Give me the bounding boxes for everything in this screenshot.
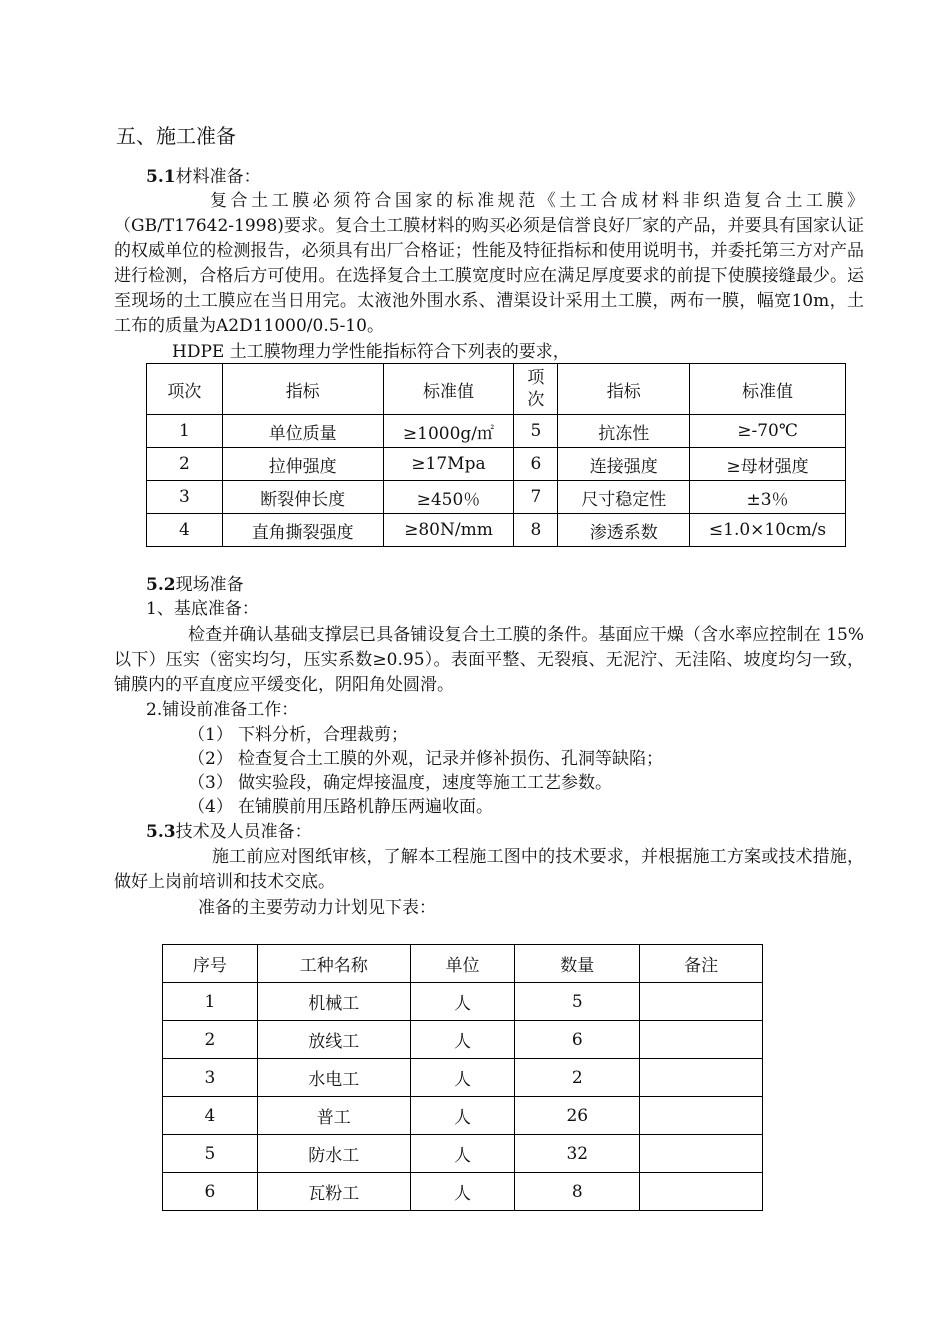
table-cell — [640, 1021, 763, 1059]
header-cell: 指标 — [222, 364, 383, 415]
table-cell: 机械工 — [257, 983, 410, 1021]
header-cell — [514, 364, 558, 415]
hdpe-properties-table — [146, 363, 846, 547]
table-row — [163, 1173, 763, 1211]
list-item-number: （1） — [188, 725, 233, 745]
table-cell: ≥母材强度 — [690, 448, 846, 481]
hdpe-intro: HDPE 土工膜物理力学性能指标符合下列表的要求， — [172, 342, 570, 362]
list-item-number: （3） — [188, 773, 233, 793]
subsection-label: 现场准备 — [175, 575, 244, 595]
header-cell: 项次 — [147, 364, 223, 415]
table-cell: 瓦粉工 — [257, 1173, 410, 1211]
table-cell — [640, 1097, 763, 1135]
labor-plan-table — [162, 944, 763, 1211]
table-cell: 人 — [410, 1021, 515, 1059]
header-cell: 指标 — [558, 364, 690, 415]
base-prep-paragraph: 检查并确认基础支撑层已具备铺设复合土工膜的条件。基面应干燥（含水率应控制在 15%以下）压实（密实均匀，压实系数≥0.95）。表面平整、无裂痕、无泥泞、无洼陷、坡度均匀一致，铺膜内的平直度应平缓变化，阴阳角处圆滑。 — [114, 625, 864, 695]
subsection-label: 材料准备： — [175, 167, 261, 187]
table-row — [163, 1059, 763, 1097]
table-cell: 渗透系数 — [558, 514, 690, 547]
table-row — [163, 983, 763, 1021]
header-cell: 单位 — [410, 945, 515, 983]
base-prep-title: 1、基底准备： — [146, 599, 259, 619]
table-cell: 4 — [147, 514, 223, 547]
table-cell: 拉伸强度 — [222, 448, 383, 481]
table-cell: 放线工 — [257, 1021, 410, 1059]
table-cell: 人 — [410, 1097, 515, 1135]
table-cell: ≥450％ — [383, 481, 514, 514]
table-cell: 防水工 — [257, 1135, 410, 1173]
table-row — [147, 514, 846, 547]
table-cell: ±3％ — [690, 481, 846, 514]
table-cell: 2 — [515, 1059, 640, 1097]
table-cell: 5 — [515, 983, 640, 1021]
table-cell — [640, 983, 763, 1021]
table-row — [163, 1021, 763, 1059]
list-item-text: 检查复合土工膜的外观，记录并修补损伤、孔洞等缺陷； — [238, 749, 663, 769]
header-cell: 标准值 — [383, 364, 514, 415]
table-cell: 2 — [163, 1021, 258, 1059]
table-cell: 26 — [515, 1097, 640, 1135]
header-cell: 备注 — [640, 945, 763, 983]
table-cell: 4 — [163, 1097, 258, 1135]
table-cell: 人 — [410, 1173, 515, 1211]
table-cell: 1 — [163, 983, 258, 1021]
table-cell: 人 — [410, 983, 515, 1021]
table-cell: 6 — [163, 1173, 258, 1211]
subsection-number: 5.2 — [146, 575, 176, 595]
header-cell: 标准值 — [690, 364, 846, 415]
table-cell: 普工 — [257, 1097, 410, 1135]
subsection-5-3-title — [146, 820, 312, 844]
subsection-5-2-title — [146, 573, 244, 597]
table-row — [163, 1135, 763, 1173]
section-heading: 五、施工准备 — [116, 124, 236, 148]
table-cell: 尺寸稳定性 — [558, 481, 690, 514]
pre-laying-title: 2.铺设前准备工作： — [146, 700, 299, 720]
list-item-number: （2） — [188, 749, 233, 769]
table-cell — [640, 1173, 763, 1211]
table-cell: 7 — [514, 481, 558, 514]
table-cell: 5 — [514, 415, 558, 448]
table-cell — [640, 1135, 763, 1173]
table-cell: 断裂伸长度 — [222, 481, 383, 514]
table-cell: 8 — [514, 514, 558, 547]
subsection-5-1-title — [146, 165, 261, 189]
table-header-row — [147, 364, 846, 415]
table-cell: ≥-70℃ — [690, 415, 846, 448]
table-cell: ≤1.0×10cm/s — [690, 514, 846, 547]
table-row — [163, 1097, 763, 1135]
table-cell: 水电工 — [257, 1059, 410, 1097]
list-item-text: 在铺膜前用压路机静压两遍收面。 — [238, 797, 493, 817]
table-cell: ≥80N/mm — [383, 514, 514, 547]
subsection-label: 技术及人员准备： — [175, 822, 312, 842]
table-cell: 直角撕裂强度 — [222, 514, 383, 547]
list-item-text: 做实验段，确定焊接温度，速度等施工工艺参数。 — [238, 773, 612, 793]
materials-paragraph: 复合土工膜必须符合国家的标准规范《土工合成材料非织造复合土工膜》（GB/T17642-1998)要求。复合土工膜材料的购买必须是信誉良好厂家的产品，并要具有国家认证的权威单位的检测报告，必须具有出厂合格证；性能及特征指标和使用说明书，并委托第三方对产品进行检测，合格后方可使用。在选择复合土工膜宽度时应在满足厚度要求的前提下使膜接缝最少。运至现场的土工膜应在当日用完。太液池外围水系、漕渠设计采用土工膜，两布一膜，幅宽10m，土工布的质量为A2D11000/0.5-10。 — [114, 191, 864, 336]
header-cell: 数量 — [515, 945, 640, 983]
table-cell: 8 — [515, 1173, 640, 1211]
table-cell: 人 — [410, 1059, 515, 1097]
table-cell: 6 — [514, 448, 558, 481]
table-cell: 6 — [515, 1021, 640, 1059]
list-item-text: 下料分析，合理裁剪； — [238, 725, 408, 745]
table-row — [147, 415, 846, 448]
table-cell: 3 — [147, 481, 223, 514]
table-cell: 连接强度 — [558, 448, 690, 481]
table-cell: ≥17Mpa — [383, 448, 514, 481]
table-cell: 1 — [147, 415, 223, 448]
labor-intro: 准备的主要劳动力计划见下表： — [198, 898, 436, 918]
subsection-number: 5.1 — [146, 167, 176, 187]
table-cell: 32 — [515, 1135, 640, 1173]
list-item — [188, 723, 408, 747]
list-item — [188, 747, 663, 771]
subsection-number: 5.3 — [146, 822, 176, 842]
tech-staff-paragraph: 施工前应对图纸审核，了解本工程施工图中的技术要求，并根据施工方案或技术措施，做好上岗前培训和技术交底。 — [114, 847, 864, 892]
table-cell: 3 — [163, 1059, 258, 1097]
table-row — [147, 448, 846, 481]
table-cell: 单位质量 — [222, 415, 383, 448]
table-cell: 5 — [163, 1135, 258, 1173]
table-header-row — [163, 945, 763, 983]
table-cell: 2 — [147, 448, 223, 481]
list-item-number: （4） — [188, 797, 233, 817]
list-item — [188, 771, 612, 795]
header-cell: 工种名称 — [257, 945, 410, 983]
list-item — [188, 795, 493, 819]
table-cell: 抗冻性 — [558, 415, 690, 448]
table-row — [147, 481, 846, 514]
table-cell: ≥1000g/㎡ — [383, 415, 514, 448]
header-cell: 序号 — [163, 945, 258, 983]
header-cell-text: 项次 — [527, 368, 545, 410]
table-cell — [640, 1059, 763, 1097]
table-cell: 人 — [410, 1135, 515, 1173]
